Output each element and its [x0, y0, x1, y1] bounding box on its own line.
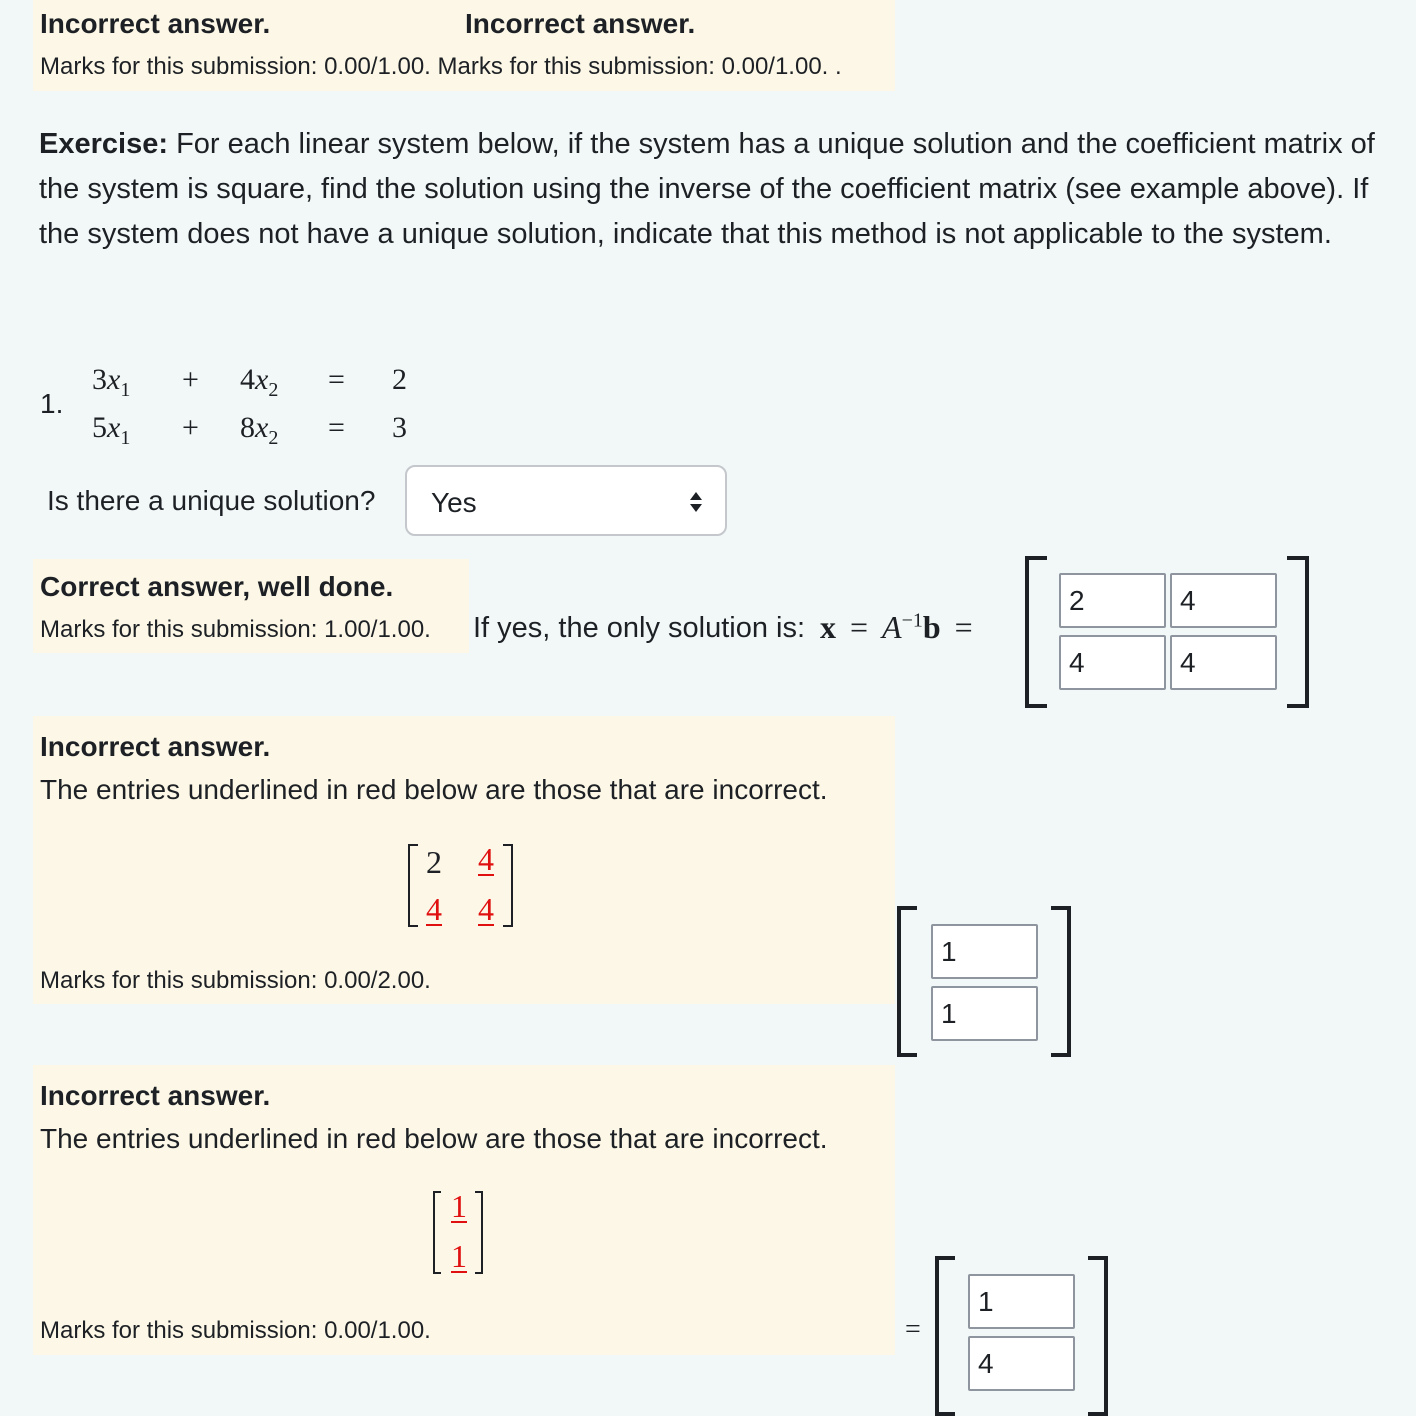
matrix-input-a21[interactable]: 4: [1059, 635, 1166, 690]
feedback-matrix-entry-incorrect: 4: [426, 891, 442, 927]
matrix-right-bracket: [1287, 556, 1309, 708]
feedback-vector-right-bracket: [475, 1191, 483, 1274]
vector1-input-1[interactable]: 1: [931, 924, 1038, 979]
exercise-body: For each linear system below, if the system has a unique solution and the coefficient matrix of the system is square, find the solution using the inverse of the coefficient matrix (see example above). If the system does not have a unique solution, indicate that this method is not applicable to the system.: [39, 128, 1375, 250]
feedback-marks: Marks for this submission: 0.00/1.00.: [40, 1317, 431, 1344]
top-feedback: [33, 0, 895, 91]
feedback-vector-entry-incorrect: 1: [451, 1238, 467, 1274]
feedback-matrix-left-bracket: [408, 844, 418, 927]
equation-row-2: $5x_1$: [92, 411, 131, 449]
feedback-title: Incorrect answer.: [465, 8, 696, 39]
feedback-text: The entries underlined in red below are those that are incorrect.: [40, 1123, 828, 1154]
vector1-feedback: [33, 1065, 895, 1355]
matrix-input-a12[interactable]: 4: [1170, 573, 1277, 628]
unique-solution-select[interactable]: [405, 465, 727, 536]
feedback-vector-left-bracket: [433, 1191, 441, 1274]
solution-formula: $x = A^{-1}b$ =: [820, 609, 973, 645]
vector2-input-1[interactable]: 1: [968, 1274, 1075, 1329]
feedback-title: Correct answer, well done.: [40, 571, 394, 602]
plus-sign: +: [182, 411, 199, 444]
feedback-text: The entries underlined in red below are those that are incorrect.: [40, 774, 828, 805]
feedback-marks: Marks for this submission: 1.00/1.00.: [40, 616, 431, 643]
feedback-vector-entry-incorrect: 1: [451, 1188, 467, 1224]
matrix-input-a22[interactable]: 4: [1170, 635, 1277, 690]
exercise-label: Exercise:: [39, 128, 168, 160]
select-value: Yes: [431, 487, 477, 518]
vector1-input-2[interactable]: 1: [931, 986, 1038, 1041]
vector1-left-bracket: [897, 906, 917, 1057]
feedback-marks: Marks for this submission: 0.00/2.00.: [40, 967, 431, 994]
feedback-matrix-right-bracket: [503, 844, 513, 927]
matrix-feedback: [33, 716, 895, 1004]
correct-feedback: [33, 559, 469, 653]
feedback-title: Incorrect answer.: [40, 8, 271, 39]
feedback-matrix-entry-incorrect: 4: [478, 891, 494, 927]
feedback-matrix-entry-incorrect: 4: [478, 841, 494, 877]
matrix-left-bracket: [1025, 556, 1047, 708]
equals-sign: =: [328, 363, 345, 396]
plus-sign: +: [182, 363, 199, 396]
rhs-value: 3: [392, 411, 407, 444]
equation-row-1: $3x_1$: [92, 363, 131, 401]
rhs-value: 2: [392, 363, 407, 396]
vector2-equals: =: [905, 1314, 921, 1345]
problem-number: 1.: [40, 388, 64, 419]
equals-sign: =: [328, 411, 345, 444]
feedback-title: Incorrect answer.: [40, 1080, 271, 1111]
vector2-right-bracket: [1088, 1256, 1108, 1416]
vector1-right-bracket: [1051, 906, 1071, 1057]
feedback-title: Incorrect answer.: [40, 731, 271, 762]
solution-prefix: If yes, the only solution is:: [473, 612, 806, 644]
exercise-text: [39, 122, 1379, 257]
unique-question-label: Is there a unique solution?: [47, 485, 376, 516]
feedback-matrix-entry: 2: [426, 844, 442, 880]
equation-term: $8x_2$: [240, 411, 279, 449]
matrix-input-a11[interactable]: 2: [1059, 573, 1166, 628]
feedback-marks: Marks for this submission: 0.00/1.00. Marks for this submission: 0.00/1.00. .: [40, 53, 842, 80]
vector2-left-bracket: [935, 1256, 955, 1416]
vector2-input-2[interactable]: 4: [968, 1336, 1075, 1391]
equation-term: $4x_2$: [240, 363, 279, 401]
select-caret-icon: [689, 491, 703, 513]
